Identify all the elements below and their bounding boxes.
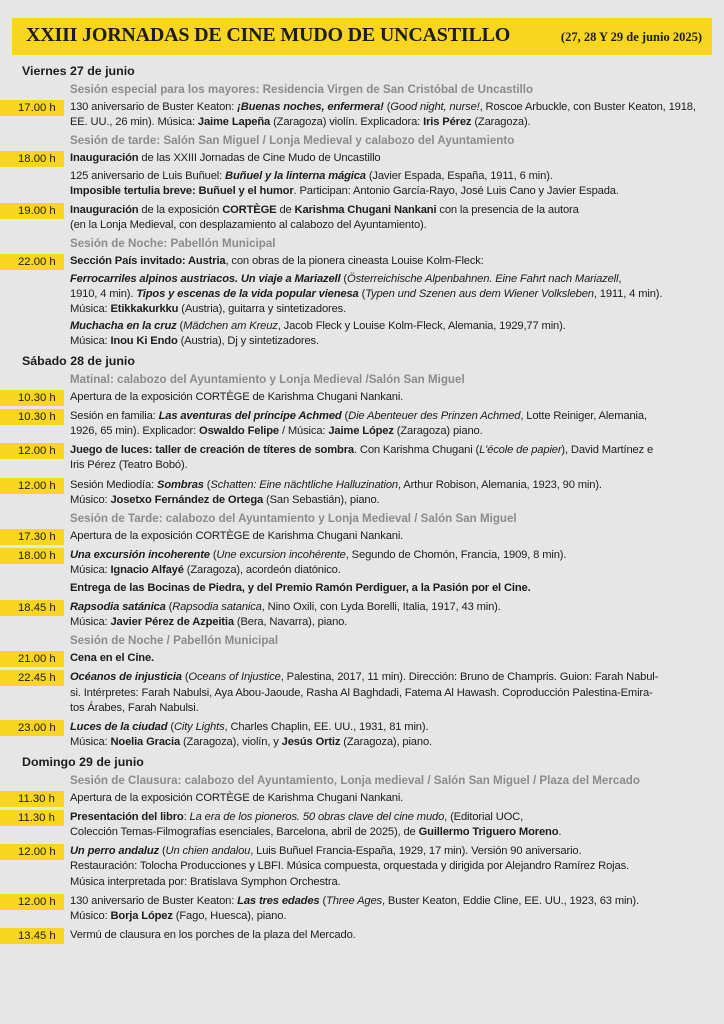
time-badge: 10.30 h xyxy=(0,390,64,406)
text-run: , (Editorial UOC, xyxy=(444,810,524,823)
page-title: XXIII JORNADAS DE CINE MUDO DE UNCASTILLO xyxy=(26,24,511,46)
bold-text: Imposible tertulia breve: Buñuel y el humor xyxy=(70,184,294,197)
text-run: tos Árabes, Farah Nabulsi. xyxy=(70,701,199,714)
bold-text: Guillermo Triguero Moreno xyxy=(418,825,559,838)
text-run: . Participan: Antonio García-Rayo, José Luis Cano y Javier Espada. xyxy=(293,184,619,197)
session-heading: Sesión especial para los mayores: Residencia Virgen de San Cristóbal de Uncastillo xyxy=(70,83,534,96)
text-run: (Zaragoza), violín, y xyxy=(180,736,282,749)
italic-text: La era de los pioneros. 50 obras clave del cine mudo xyxy=(189,810,445,823)
program-entry xyxy=(0,670,724,716)
film-title: Las tres edades xyxy=(237,894,320,907)
text-run: ( xyxy=(209,549,217,562)
entry-paragraph xyxy=(70,203,712,233)
film-title: Océanos de injusticia xyxy=(70,671,182,684)
time-badge: 12.00 h xyxy=(0,844,64,860)
program-entry xyxy=(0,894,724,924)
day-heading: Sábado 28 de junio xyxy=(22,353,135,368)
italic-text: Rapsodia satanica xyxy=(172,600,262,613)
entry-paragraph xyxy=(70,529,712,544)
text-run: (Austria), Dj y sintetizadores. xyxy=(177,335,319,348)
bold-text: Inou Ki Endo xyxy=(110,335,178,348)
program-entry xyxy=(0,409,724,439)
entry-body xyxy=(70,203,712,233)
program-entry xyxy=(0,651,724,666)
text-run: ( xyxy=(383,101,391,113)
entry-body xyxy=(70,670,712,716)
text-run: ( xyxy=(319,894,327,907)
text-run: . Con Karishma Chugani ( xyxy=(353,444,480,457)
text-run: (Bera, Navarra), piano. xyxy=(233,616,348,629)
program-entry xyxy=(0,791,724,806)
text-run: de la exposición xyxy=(138,204,223,217)
bold-text: Javier Pérez de Azpeitia xyxy=(110,616,234,629)
text-run: Apertura de la exposición CORTÈGE de Karishma Chugani Nankani. xyxy=(70,390,404,403)
entry-paragraph xyxy=(70,100,712,130)
bold-text: Jaime López xyxy=(328,425,394,438)
text-run: de xyxy=(276,204,295,217)
session-heading: Sesión de Noche: Pabellón Municipal xyxy=(70,237,276,251)
time-badge: 12.00 h xyxy=(0,894,64,910)
session-heading: Sesión de Clausura: calabozo del Ayuntamiento, Lonja medieval / Salón San Miguel / Plaza del Mercado xyxy=(70,773,640,787)
italic-text: Une excursion incohérente xyxy=(216,549,346,562)
text-run: , Segundo de Chomón, Francia, 1909, 8 min). xyxy=(345,549,567,562)
italic-text: Mädchen am Kreuz xyxy=(183,320,278,333)
text-run: Música: xyxy=(70,564,111,577)
text-run: (Zaragoza), piano. xyxy=(340,736,432,749)
text-run: ( xyxy=(167,721,174,734)
italic-text: City Lights xyxy=(173,721,225,734)
film-title: ¡Buenas noches, enfermera! xyxy=(237,101,384,113)
text-run: / Música: xyxy=(279,425,329,438)
entry-body xyxy=(70,529,712,544)
text-run: 130 aniversario de Buster Keaton: xyxy=(70,101,238,113)
bold-text: Karishma Chugani Nankani xyxy=(294,204,437,217)
text-run: con la presencia de la autora xyxy=(436,204,579,217)
entry-paragraph xyxy=(70,810,712,840)
time-badge: 10.30 h xyxy=(0,409,64,425)
entry-paragraph xyxy=(70,581,712,596)
italic-text: Österreichische Alpenbahnen. Eine Fahrt nach Mariazell xyxy=(347,272,619,285)
italic-text: Die Abenteuer des Prinzen Achmed xyxy=(348,409,521,422)
text-run: , Buster Keaton, Eddie Cline, EE. UU., 1923, 63 min). xyxy=(381,894,639,907)
time-badge: 21.00 h xyxy=(0,651,64,667)
entry-body xyxy=(70,254,712,349)
time-badge: 17.00 h xyxy=(0,100,64,116)
film-title: Sombras xyxy=(157,478,204,491)
program-entry xyxy=(0,390,724,405)
text-run: (Zaragoza) violín. Explicadora: xyxy=(270,116,424,129)
time-badge: 23.00 h xyxy=(0,720,64,736)
entry-body xyxy=(70,844,712,890)
time-badge: 18.00 h xyxy=(0,548,64,564)
day-heading: Domingo 29 de junio xyxy=(22,754,144,769)
program-entry xyxy=(0,151,724,199)
bold-text: Noelia Gracia xyxy=(110,736,181,749)
entry-paragraph xyxy=(70,670,712,716)
film-title: Muchacha en la cruz xyxy=(70,320,177,333)
text-run: Sesión Mediodía: xyxy=(70,478,158,491)
text-run: (Zaragoza), acordeón diatónico. xyxy=(183,564,341,577)
entry-paragraph xyxy=(70,720,712,750)
program-entry xyxy=(0,720,724,750)
text-run: , Lotte Reiniger, Alemania, xyxy=(520,409,647,422)
bold-text: Presentación del libro xyxy=(70,810,184,823)
text-run: Músico: xyxy=(70,493,111,506)
text-run: Apertura de la exposición CORTÈGE de Karishma Chugani Nankani. xyxy=(70,791,404,804)
text-run: Música interpretada por: Bratislava Symphon Orchestra. xyxy=(70,875,341,888)
bold-text: Ignacio Alfayé xyxy=(110,564,184,577)
time-badge: 11.30 h xyxy=(0,810,64,826)
entry-paragraph xyxy=(70,600,712,630)
text-run: 130 aniversario de Buster Keaton: xyxy=(70,894,238,907)
entry-paragraph xyxy=(70,272,712,318)
bold-text: Borja López xyxy=(110,909,173,922)
time-badge: 12.00 h xyxy=(0,478,64,494)
text-run: Restauración: Tolocha Producciones y LBFI. Música compuesta, orquestada y dirigida por Alejandro Ramírez Rojas. xyxy=(70,860,629,873)
entry-paragraph xyxy=(70,169,712,199)
entry-paragraph xyxy=(70,254,712,269)
program-entry xyxy=(0,844,724,890)
text-run: ( xyxy=(203,478,211,491)
text-run: , 1911, 4 min). xyxy=(593,287,663,300)
entry-body xyxy=(70,390,712,405)
text-run: , Palestina, 2017, 11 min). Dirección: Bruno de Champris. Guion: Farah Nabul- xyxy=(280,671,659,684)
entry-body xyxy=(70,791,712,806)
entry-body xyxy=(70,548,712,596)
text-run: Música: xyxy=(70,303,111,316)
film-title: Ferrocarriles alpinos austriacos. Un viaje a Mariazell xyxy=(70,272,341,285)
text-run: , xyxy=(618,272,622,285)
entry-body xyxy=(70,651,712,666)
program-entry xyxy=(0,928,724,943)
bold-text: CORTÈGE xyxy=(222,204,277,217)
italic-text: Un chien andalou xyxy=(165,845,251,858)
entry-body xyxy=(70,409,712,439)
text-run: , Nino Oxili, con Lyda Borelli, Italia, 1917, 43 min). xyxy=(261,600,501,613)
text-run: (Zaragoza). xyxy=(471,116,531,129)
italic-text: L'école de papier xyxy=(479,444,562,457)
program-entry xyxy=(0,203,724,233)
entry-paragraph xyxy=(70,894,712,924)
text-run: ( xyxy=(165,600,173,613)
text-run: 1926, 65 min). Explicador: xyxy=(70,425,200,438)
time-badge: 13.45 h xyxy=(0,928,64,944)
text-run: , Charles Chaplin, EE. UU., 1931, 81 min). xyxy=(224,721,429,734)
text-run: . xyxy=(558,825,562,838)
entry-paragraph xyxy=(70,443,712,473)
program-entry xyxy=(0,548,724,596)
program-entry xyxy=(0,810,724,840)
day-heading: Viernes 27 de junio xyxy=(22,64,135,78)
text-run: ( xyxy=(341,409,349,422)
entry-paragraph xyxy=(70,409,712,439)
text-run: Música: xyxy=(70,736,111,749)
entry-paragraph xyxy=(70,548,712,578)
text-run: : xyxy=(183,810,190,823)
time-badge: 18.45 h xyxy=(0,600,64,616)
text-run: (en la Lonja Medieval, con desplazamiento al calabozo del Ayuntamiento). xyxy=(70,219,427,232)
text-run: Colección Temas-Filmografías esenciales, Barcelona, abril de 2025), de xyxy=(70,825,419,838)
entry-paragraph xyxy=(70,151,712,166)
bold-text: Inauguración xyxy=(70,152,139,165)
text-run: ), David Martínez e xyxy=(561,444,654,457)
bold-text: Oswaldo Felipe xyxy=(199,425,279,438)
program-entry xyxy=(0,529,724,544)
program-entry xyxy=(0,254,724,349)
bold-text: Jesús Ortiz xyxy=(281,736,341,749)
time-badge: 11.30 h xyxy=(0,791,64,807)
time-badge: 12.00 h xyxy=(0,443,64,459)
italic-text: Oceans of Injustice xyxy=(188,671,281,684)
text-run: Sesión en familia: xyxy=(70,409,159,422)
program-entry xyxy=(0,100,724,130)
italic-text: Typen und Szenen aus dem Wiener Volksleben xyxy=(365,287,594,300)
entry-body xyxy=(70,151,712,199)
bold-text: Cena en el Cine. xyxy=(70,652,155,665)
text-run: ( xyxy=(176,320,184,333)
time-badge: 17.30 h xyxy=(0,529,64,545)
entry-paragraph xyxy=(70,478,712,508)
text-run: (San Sebastián), piano. xyxy=(263,493,380,506)
bold-text: Josetxo Fernández de Ortega xyxy=(110,493,264,506)
session-heading: Sesión de Noche / Pabellón Municipal xyxy=(70,634,279,648)
bold-text: Etikkakurkku xyxy=(110,303,179,316)
entry-paragraph xyxy=(70,390,712,405)
bold-text: Iris Pérez xyxy=(423,116,472,129)
bold-text: Juego de luces: taller de creación de títeres de sombra xyxy=(70,444,354,457)
program-content xyxy=(0,62,724,947)
time-badge: 19.00 h xyxy=(0,203,64,219)
session-heading: Sesión de tarde: Salón San Miguel / Lonja Medieval y calabozo del Ayuntamiento xyxy=(70,134,515,148)
text-run: ( xyxy=(340,272,348,285)
entry-body xyxy=(70,720,712,750)
text-run: , con obras de la pionera cineasta Louise Kolm-Fleck: xyxy=(225,255,484,268)
entry-body xyxy=(70,100,712,130)
bold-text: Sección País invitado: Austria xyxy=(70,255,226,268)
text-run: Iris Pérez (Teatro Bobó). xyxy=(70,459,188,472)
film-title: Rapsodia satánica xyxy=(70,600,166,613)
session-heading: Matinal: calabozo del Ayuntamiento y Lonja Medieval /Salón San Miguel xyxy=(70,372,465,386)
text-run: Apertura de la exposición CORTÈGE de Karishma Chugani Nankani. xyxy=(70,530,404,543)
text-run: Música: xyxy=(70,335,111,348)
italic-text: Good night, nurse! xyxy=(390,101,480,113)
program-entry xyxy=(0,443,724,473)
entry-paragraph xyxy=(70,928,712,943)
film-title: Un perro andaluz xyxy=(70,845,159,858)
text-run: Músico: xyxy=(70,909,111,922)
text-run: (Fago, Huesca), piano. xyxy=(172,909,287,922)
film-title: Luces de la ciudad xyxy=(70,721,168,734)
text-run: , Arthur Robison, Alemania, 1923, 90 min). xyxy=(397,478,602,491)
entry-body xyxy=(70,600,712,630)
text-run: (Javier Espada, España, 1911, 6 min). xyxy=(365,169,553,182)
bold-text: Jaime Lapeña xyxy=(197,116,271,129)
italic-text: Three Ages xyxy=(326,894,382,907)
entry-body xyxy=(70,928,712,943)
text-run: si. Intérpretes: Farah Nabulsi, Aya Abou-Jaoude, Rasha Al Baghdadi, Fatema Al Hawash. Coproducción Palestina-Emira- xyxy=(70,686,653,699)
film-title: Las aventuras del príncipe Achmed xyxy=(158,409,342,422)
entry-paragraph xyxy=(70,844,712,890)
text-run: (Austria), guitarra y sintetizadores. xyxy=(178,303,347,316)
text-run: Música: xyxy=(70,616,111,629)
program-entry xyxy=(0,478,724,508)
text-run: ( xyxy=(158,845,166,858)
entry-paragraph xyxy=(70,791,712,806)
text-run: (Zaragoza) piano. xyxy=(393,425,483,438)
session-heading: Sesión de Tarde: calabozo del Ayuntamiento y Lonja Medieval / Salón San Miguel xyxy=(70,512,517,526)
film-title: Una excursión incoherente xyxy=(70,549,210,562)
entry-body xyxy=(70,478,712,508)
text-run: Vermú de clausura en los porches de la plaza del Mercado. xyxy=(70,929,356,942)
time-badge: 22.45 h xyxy=(0,670,64,686)
text-run: , Jacob Fleck y Louise Kolm-Fleck, Alemania, 1929,77 min). xyxy=(277,320,566,333)
entry-body xyxy=(70,443,712,473)
text-run: de las XXIII Jornadas de Cine Mudo de Uncastillo xyxy=(138,152,381,165)
entry-paragraph xyxy=(70,319,712,349)
italic-text: Schatten: Eine nächtliche Halluzination xyxy=(210,478,398,491)
text-run: , Luis Buñuel Francia-España, 1929, 17 min). Versión 90 aniversario. xyxy=(250,845,582,858)
entry-paragraph xyxy=(70,651,712,666)
entry-body xyxy=(70,894,712,924)
entry-body xyxy=(70,810,712,840)
time-badge: 18.00 h xyxy=(0,151,64,167)
text-run: ( xyxy=(358,287,366,300)
text-run: , Roscoe Arbuckle, con Buster Keaton, 1918, EE. UU., 26 min). Música: xyxy=(70,101,696,129)
bold-text: Inauguración xyxy=(70,204,139,217)
time-badge: 22.00 h xyxy=(0,254,64,270)
program-entry xyxy=(0,600,724,630)
bold-text: Entrega de las Bocinas de Piedra, y del Premio Ramón Perdiguer, a la Pasión por el Cine. xyxy=(70,581,531,594)
film-title: Buñuel y la linterna mágica xyxy=(225,169,366,182)
text-run: ( xyxy=(181,671,189,684)
text-run: 1910, 4 min). xyxy=(70,287,137,300)
header-banner xyxy=(12,18,712,55)
festival-dates: (27, 28 Y 29 de junio 2025) xyxy=(560,30,702,44)
text-run: 125 aniversario de Luis Buñuel: xyxy=(70,169,226,182)
film-title: Tipos y escenas de la vida popular vienesa xyxy=(136,287,359,300)
